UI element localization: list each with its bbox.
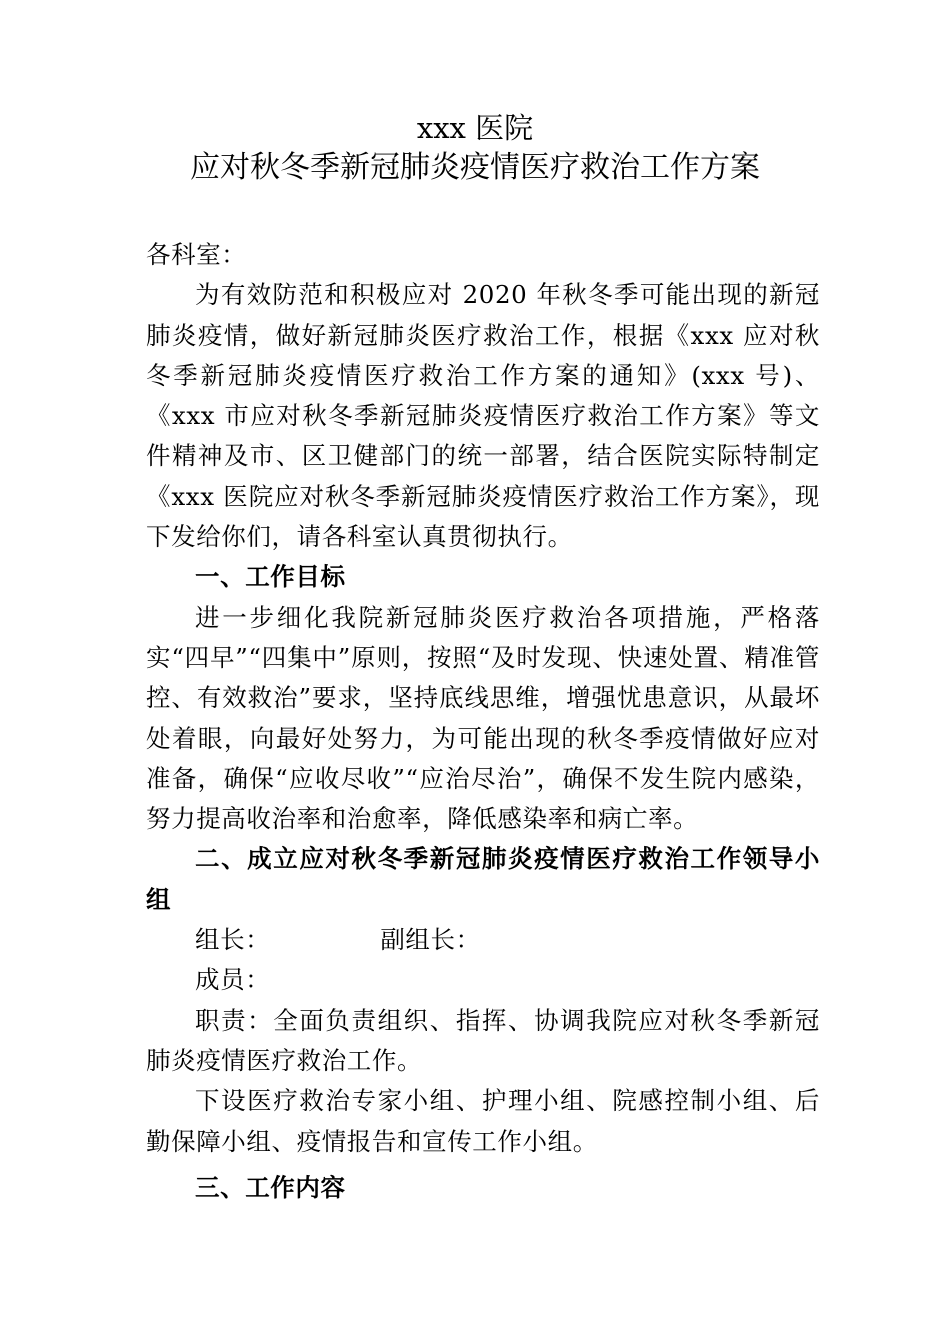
intro-paragraph: 为有效防范和积极应对 2020 年秋冬季可能出现的新冠肺炎疫情，做好新冠肺炎医疗救治工作，根据《xxx 应对秋冬季新冠肺炎疫情医疗救治工作方案的通知》(xxx 号)、《xxx 市应对秋冬季新冠肺炎疫情医疗救治工作方案》等文件精神及市、区卫健部门的统一部署，结合医院实际特制定《xxx 医院应对秋冬季新冠肺炎疫情医疗救治工作方案》，现下发给你们，请各科室认真贯彻执行。: [146, 280, 820, 552]
document-body: [146, 235, 820, 1208]
leader-line: [146, 920, 820, 960]
section-heading-leadership-group: 二、成立应对秋冬季新冠肺炎疫情医疗救治工作领导小组: [146, 844, 820, 914]
section-heading-goals: 一、工作目标: [195, 562, 346, 592]
subgroups-paragraph: 下设医疗救治专家小组、护理小组、院感控制小组、后勤保障小组、疫情报告和宣传工作小组。: [146, 1086, 820, 1156]
duty-paragraph: 职责：全面负责组织、指挥、协调我院应对秋冬季新冠肺炎疫情医疗救治工作。: [146, 1005, 820, 1075]
document-title: 应对秋冬季新冠肺炎疫情医疗救治工作方案: [190, 150, 760, 185]
section-heading-work-content: 三、工作内容: [195, 1172, 346, 1202]
members-label: 成员：: [195, 965, 271, 995]
deputy-leader-label: 副组长：: [380, 925, 481, 955]
goals-paragraph: 进一步细化我院新冠肺炎医疗救治各项措施，严格落实“四早”“四集中”原则，按照“及时发现、快速处置、精准管控、有效救治”要求，坚持底线思维，增强忧患意识，从最坏处着眼，向最好处努力，为可能出现的秋冬季疫情做好应对准备，确保“应收尽收”“应治尽治”，确保不发生院内感染，努力提高收治率和治愈率，降低感染率和病亡率。: [146, 602, 820, 834]
leader-label: 组长：: [195, 925, 271, 955]
hospital-name: xxx 医院: [416, 111, 534, 145]
salutation: 各科室：: [146, 240, 247, 269]
